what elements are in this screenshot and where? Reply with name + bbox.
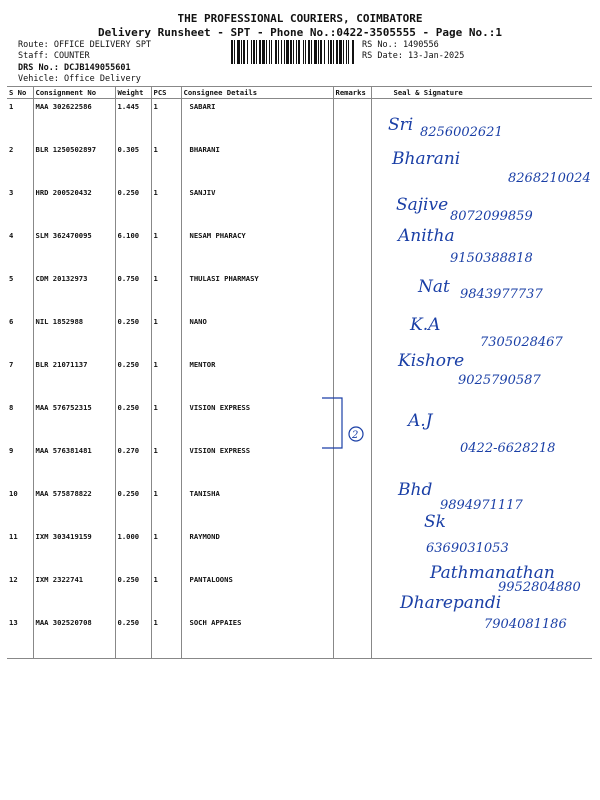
barcode-bar [343,40,344,64]
signature-phone: 7305028467 [480,335,563,350]
cell-pcs: 1 [151,443,181,486]
cell-remarks [333,271,371,314]
cell-remarks [333,486,371,529]
cell-remarks [333,529,371,572]
barcode-bar [333,40,334,64]
cell-weight: 0.750 [115,271,151,314]
table-row [7,142,592,185]
table-row [7,486,592,529]
barcode-bar [314,40,317,64]
cell-weight: 0.250 [115,357,151,400]
cell-pcs: 1 [151,529,181,572]
barcode-bar [296,40,297,64]
barcode-bar [318,40,319,64]
cell-sno: 3 [9,188,14,197]
company-title: THE PROFESSIONAL COURIERS, COIMBATORE [177,12,423,25]
signature-phone: 9952804880 [498,580,581,595]
cell-sno: 12 [9,575,18,584]
cell-signature [371,99,592,143]
col-consignee: Consignee Details [181,87,333,99]
barcode-bar [284,40,285,64]
cell-signature [371,271,592,314]
cell-weight: 1.445 [115,99,151,143]
signature-phone: 9894971117 [440,498,523,513]
col-pcs: PCS [151,87,181,99]
barcode-bar [231,40,233,64]
signature-name: Kishore [398,351,465,371]
cell-signature [371,529,592,572]
barcode-bar [243,40,245,64]
cell-pcs: 1 [151,615,181,659]
table-row [7,615,592,659]
cell-sno: 9 [9,446,14,455]
signature-name: Anitha [398,226,455,246]
table-row [7,185,592,228]
signature-phone: 8072099859 [450,209,533,224]
signature-name: Sri [388,115,414,135]
table-row [7,99,592,143]
cell-pcs: 1 [151,271,181,314]
cell-weight: 0.250 [115,615,151,659]
barcode [231,40,355,64]
table-row [7,529,592,572]
cell-weight: 1.000 [115,529,151,572]
cell-consignment: IXM 2322741 [33,572,115,615]
cell-pcs: 1 [151,357,181,400]
cell-consignment: BLR 1250502897 [33,142,115,185]
barcode-bar [237,40,240,64]
cell-sno: 6 [9,317,14,326]
delivery-table [7,86,592,659]
cell-sno: 7 [9,360,14,369]
signature-name: Nat [418,277,450,297]
barcode-bar [336,40,338,64]
barcode-bar [256,40,257,64]
cell-consignment: BLR 21071137 [33,357,115,400]
barcode-bar [330,40,332,64]
barcode-bar [346,40,347,64]
signature-name: Dharepandi [400,593,502,613]
barcode-bar [253,40,255,64]
cell-remarks [333,228,371,271]
cell-consignment: MAA 576381481 [33,443,115,486]
table-row [7,443,592,486]
cell-consignee: TANISHA [181,486,333,529]
route-label: Route: OFFICE DELIVERY SPT [18,40,152,50]
table-row [7,314,592,357]
barcode-bar [286,40,289,64]
cell-sno: 13 [7,615,33,659]
barcode-bar [305,40,306,64]
cell-remarks [333,99,371,143]
cell-signature [371,142,592,185]
barcode-bar [259,40,261,64]
cell-pcs: 1 [151,228,181,271]
cell-signature [371,572,592,615]
signature-phone: 0422-6628218 [460,441,556,456]
barcode-bar [271,40,272,64]
cell-sno: 11 [9,532,18,541]
cell-pcs: 1 [151,185,181,228]
barcode-bar [320,40,322,64]
table-row [7,572,592,615]
barcode-bar [308,40,310,64]
barcode-bar [262,40,265,64]
cell-consignee: VISION EXPRESS [181,400,333,443]
cell-remarks [333,314,371,357]
signature-name: Pathmanathan [430,563,555,583]
cell-consignment: MAA 575878822 [33,486,115,529]
barcode-bar [348,40,349,64]
barcode-bar [339,40,342,64]
staff-label: Staff: COUNTER [18,51,90,61]
barcode-bar [328,40,329,64]
cell-pcs: 1 [151,486,181,529]
barcode-bar [352,40,354,64]
table-row [7,357,592,400]
signature-phone: 9150388818 [450,251,533,266]
cell-pcs: 1 [151,99,181,143]
cell-weight: 6.100 [115,228,151,271]
cell-consignee: BHARANI [181,142,333,185]
cell-consignee: SANJIV [181,185,333,228]
col-consignment: Consignment No [33,87,115,99]
cell-signature [371,314,592,357]
barcode-bar [278,40,279,64]
cell-consignee: VISION EXPRESS [181,443,333,486]
cell-remarks [333,615,371,659]
signature-name: A.J [408,411,433,431]
barcode-bar [241,40,242,64]
barcode-bar [311,40,312,64]
cell-sno: 1 [9,102,14,111]
cell-weight: 0.250 [115,314,151,357]
cell-weight: 0.250 [115,486,151,529]
barcode-bar [275,40,277,64]
col-weight: Weight [115,87,151,99]
cell-consignee: PANTALOONS [181,572,333,615]
cell-consignment: IXM 303419159 [33,529,115,572]
barcode-bar [293,40,294,64]
cell-sno: 8 [9,403,14,412]
cell-consignee: NANO [181,314,333,357]
cell-weight: 0.270 [115,443,151,486]
cell-consignee: NESAM PHARACY [181,228,333,271]
barcode-bar [266,40,267,64]
runsheet-title: Delivery Runsheet - SPT - Phone No.:0422-3505555 - Page No.:1 [98,26,502,39]
cell-weight: 0.250 [115,400,151,443]
cell-weight: 0.305 [115,142,151,185]
barcode-bar [234,40,235,64]
cell-remarks [333,443,371,486]
col-remarks: Remarks [333,87,371,99]
table-row [7,271,592,314]
rs-number: RS No.: 1490556 [362,40,439,50]
cell-signature [371,400,592,443]
cell-signature [371,443,592,486]
signature-phone: 9025790587 [458,373,541,388]
cell-pcs: 1 [151,142,181,185]
cell-remarks [333,185,371,228]
signature-name: Bhd [398,480,433,500]
cell-consignee: THULASI PHARMASY [181,271,333,314]
cell-consignment: MAA 302520708 [33,615,115,659]
cell-sno: 5 [9,274,14,283]
signature-name: Bharani [392,149,461,169]
cell-consignment: HRD 200520432 [33,185,115,228]
cell-remarks [333,357,371,400]
cell-signature [371,228,592,271]
signature-phone: 6369031053 [426,541,509,556]
remarks-mark: 2 [352,430,359,441]
barcode-bar [298,40,300,64]
barcode-bar [251,40,252,64]
cell-remarks [333,572,371,615]
table-header-row [7,87,592,99]
signature-phone: 7904081186 [484,617,567,632]
signature-phone: 8256002621 [420,125,503,140]
signature-name: Sajive [396,195,449,215]
cell-signature [371,357,592,400]
cell-sno: 4 [9,231,14,240]
cell-signature [371,615,592,659]
vehicle-label: Vehicle: Office Delivery [18,74,141,84]
cell-weight: 0.250 [115,572,151,615]
cell-consignment: CDM 20132973 [33,271,115,314]
cell-weight: 0.250 [115,185,151,228]
signature-phone: 9843977737 [460,287,543,302]
cell-consignment: SLM 362470095 [33,228,115,271]
signature-phone: 8268210024 [508,171,591,186]
barcode-bar [269,40,270,64]
cell-consignment: NIL 1852988 [33,314,115,357]
cell-pcs: 1 [151,314,181,357]
cell-consignee: MENTOR [181,357,333,400]
cell-consignment: MAA 302622586 [33,99,115,143]
cell-remarks [333,142,371,185]
barcode-bar [247,40,248,64]
cell-sno: 2 [9,145,14,154]
cell-signature [371,486,592,529]
signature-name: K.A [410,315,441,335]
col-sno: S No [7,87,33,99]
table-row [7,400,592,443]
cell-consignee: RAYMOND [181,529,333,572]
cell-consignee: SABARI [181,99,333,143]
signature-name: Sk [424,512,446,532]
col-signature: Seal & Signature [371,87,592,99]
cell-signature [371,185,592,228]
barcode-bar [324,40,325,64]
table-row [7,228,592,271]
rs-date: RS Date: 13-Jan-2025 [362,51,465,61]
barcode-bar [303,40,304,64]
drs-label: DRS No.: DCJB149055601 [18,63,131,73]
cell-sno: 10 [9,489,18,498]
cell-remarks [333,400,371,443]
cell-consignee: SOCH APPAIES [181,615,333,659]
cell-consignment: MAA 576752315 [33,400,115,443]
barcode-bar [290,40,292,64]
cell-pcs: 1 [151,572,181,615]
barcode-bar [281,40,282,64]
cell-pcs: 1 [151,400,181,443]
